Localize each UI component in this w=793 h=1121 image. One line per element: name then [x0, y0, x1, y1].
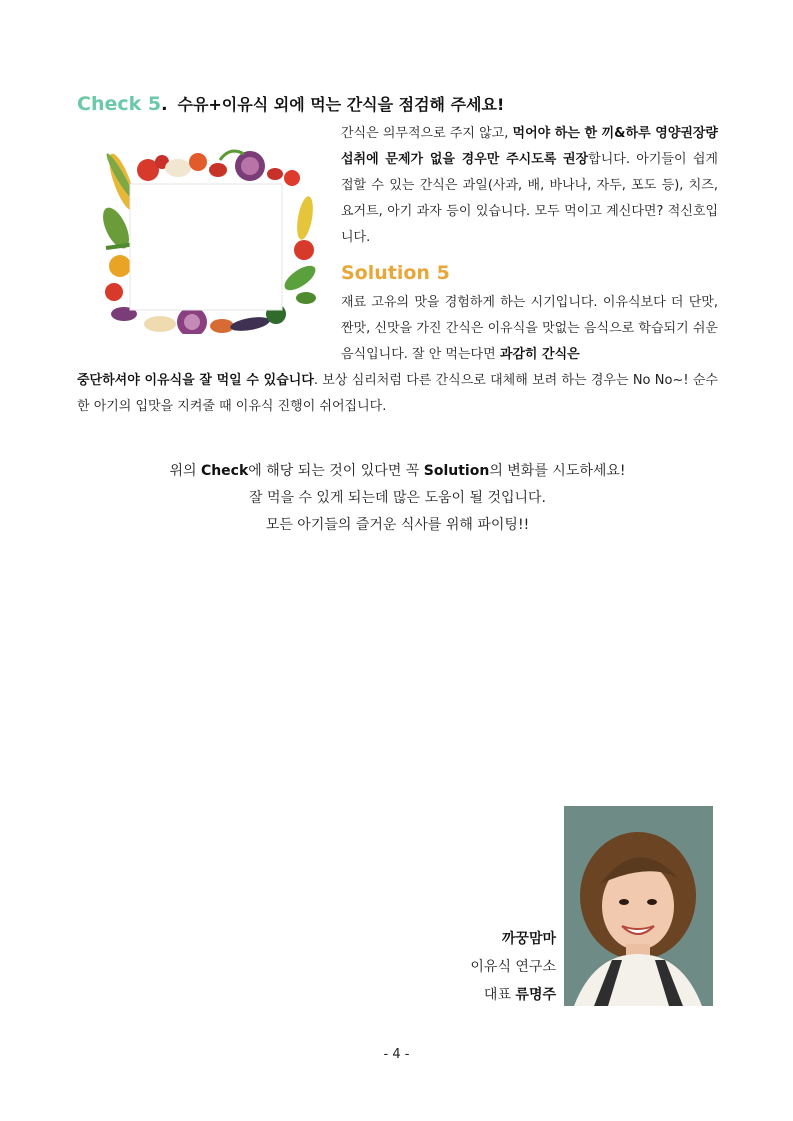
solution-body-paragraph-1	[341, 290, 718, 368]
author-nickname: 까꿍맘마	[501, 931, 556, 947]
check-body-paragraph	[341, 121, 718, 251]
closing-line-1-solution: Solution	[423, 463, 490, 479]
check-dot: .	[161, 95, 168, 115]
author-org: 이유식 연구소	[470, 959, 556, 975]
check-title: 수유+이유식 외에 먹는 간식을 점검해 주세요!	[177, 95, 505, 114]
author-portrait	[564, 806, 713, 1006]
solution-body-bold-2: 중단하셔야 이유식을 잘 먹일 수 있습니다	[77, 373, 314, 388]
closing-line-1-e: 의 변화를 시도하세요!	[489, 463, 626, 479]
closing-message	[77, 458, 718, 539]
solution-body-text-2: . 보상 심리처럼 다른 간식으로 대체해 보려 하는 경우는 No No~! 순수한 아기의 입맛을 지켜줄 때 이유식 진행이 쉬어집니다.	[77, 373, 718, 414]
vegetable-frame-image	[100, 148, 322, 334]
solution-body-bold-1: 과감히 간식은	[499, 347, 580, 362]
solution-body-paragraph-2	[77, 368, 718, 420]
solution-heading: Solution 5	[341, 262, 450, 284]
closing-line-1-check: Check	[200, 463, 249, 479]
check-body-text-2: 합니다. 아기들이 쉽게 접할 수 있는 간식은 과일(사과, 배, 바나나, 자두, 포도 등), 치즈, 요거트, 아기 과자 등이 있습니다. 모두 먹이고 계신다면? 적신호입니다.	[341, 152, 718, 245]
closing-line-1-a: 위의	[169, 463, 201, 479]
page-number: - 4 -	[383, 1047, 410, 1062]
author-name: 류명주	[515, 987, 556, 1003]
check-label: Check 5	[77, 93, 162, 115]
check-body-bold: 먹어야 하는 한 끼&하루 영양권장량 섭취에 문제가 없을 경우만 주시도록 권장	[341, 126, 718, 167]
closing-line-3: 모든 아기들의 즐거운 식사를 위해 파이팅!!	[265, 517, 530, 533]
closing-line-1	[77, 458, 718, 485]
closing-line-2: 잘 먹을 수 있게 되는데 많은 도움이 될 것입니다.	[248, 490, 546, 506]
check-heading	[77, 92, 737, 115]
closing-line-1-c: 에 해당 되는 것이 있다면 꼭	[248, 463, 424, 479]
author-block	[470, 925, 556, 1009]
solution-body-text-1: 재료 고유의 맛을 경험하게 하는 시기입니다. 이유식보다 더 단맛, 짠맛, 신맛을 가진 간식은 이유식을 맛없는 음식으로 학습되기 쉬운 음식입니다. 잘 안 먹는다면	[341, 295, 718, 362]
author-role: 대표	[483, 987, 516, 1003]
check-body-text-1: 간식은 의무적으로 주지 않고,	[341, 126, 513, 141]
